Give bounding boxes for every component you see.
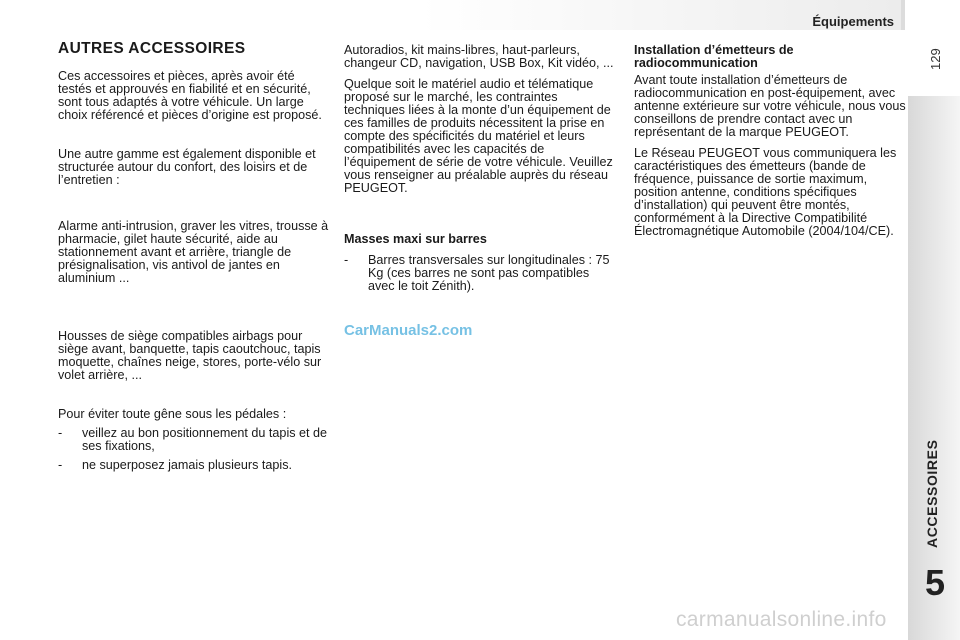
list-item (344, 254, 618, 293)
paragraph-telematics: Quelque soit le matériel audio et télématique proposé sur le marché, les contraintes techniques liées à la monte d’un équipement de ces familles de produits nécessitent la prise en compte des spécificités du matériel et leurs compatibilités avec les capacités de l’équipement de série de votre véhicule. Veuillez vous renseigner au préalable auprès du réseau PEUGEOT. (344, 77, 613, 195)
bullet-dash: - (58, 458, 63, 472)
paragraph-comfort: Housses de siège compatibles airbags pour siège avant, banquette, tapis caoutchouc, tapis moquette, chaînes neige, stores, porte-vélo sur volet arrière, ... (58, 329, 322, 382)
paragraph-security: Alarme anti-intrusion, graver les vitres, trousse à pharmacie, gilet haute sécurité, aide au stationnement avant et arrière, triangle de présignalisation, vis antivol de jantes en aluminium ... (58, 219, 329, 285)
section-title: AUTRES ACCESSOIRES (58, 40, 246, 57)
watermark-overlay: CarManuals2.com (344, 322, 473, 339)
paragraph-intro: Ces accessoires et pièces, après avoir été testés et approuvés en fiabilité et en sécurité, sont tous adaptés à votre véhicule. Un large choix référencé et pièces d’origine est proposé. (58, 69, 322, 122)
list-item (58, 459, 330, 472)
header-divider (901, 0, 905, 30)
bullet-dash: - (344, 253, 349, 267)
bullet-dash: - (58, 426, 63, 440)
paragraph-pedals: Pour éviter toute gêne sous les pédales : (58, 407, 287, 421)
watermark-footer: carmanualsonline.info (676, 608, 887, 631)
subheading-roof-bars: Masses maxi sur barres (344, 232, 487, 246)
chapter-number: 5 (925, 562, 946, 603)
list-item-text: veillez au bon positionnement du tapis et de ses fixations, (82, 426, 328, 453)
list-item-text: ne superposez jamais plusieurs tapis. (82, 458, 293, 472)
list-item (58, 427, 330, 453)
column-right (634, 44, 906, 238)
chapter-side-tab (908, 96, 960, 640)
column-middle (344, 44, 618, 299)
column-left (58, 40, 330, 478)
chapter-label: ACCESSOIRES (924, 439, 940, 548)
subheading-radio-transmitters: Installation d’émetteurs de radiocommunication (634, 43, 794, 70)
paragraph-range: Une autre gamme est également disponible et structurée autour du confort, des loisirs et de l’entretien : (58, 147, 316, 187)
paragraph-audio: Autoradios, kit mains-libres, haut-parleurs, changeur CD, navigation, USB Box, Kit vidéo, ... (344, 43, 614, 70)
paragraph-installation: Avant toute installation d’émetteurs de radiocommunication en post-équipement, avec antenne extérieure sur votre véhicule, nous vous conseillons de prendre contact avec un représentant de la marque PEUGEOT. (634, 73, 906, 139)
section-header: Équipements (812, 14, 894, 29)
list-item-text: Barres transversales sur longitudinales : 75 Kg (ces barres ne sont pas compatibles avec le toit Zénith). (368, 253, 610, 293)
page-number: 129 (928, 48, 943, 70)
paragraph-network: Le Réseau PEUGEOT vous communiquera les caractéristiques des émetteurs (bande de fréquence, puissance de sortie maximum, position antenne, conditions spécifiques d’installation) qui peuvent être montés, conformément à la Directive Compatibilité Électromagnétique Automobile (2004/104/CE). (634, 146, 897, 238)
